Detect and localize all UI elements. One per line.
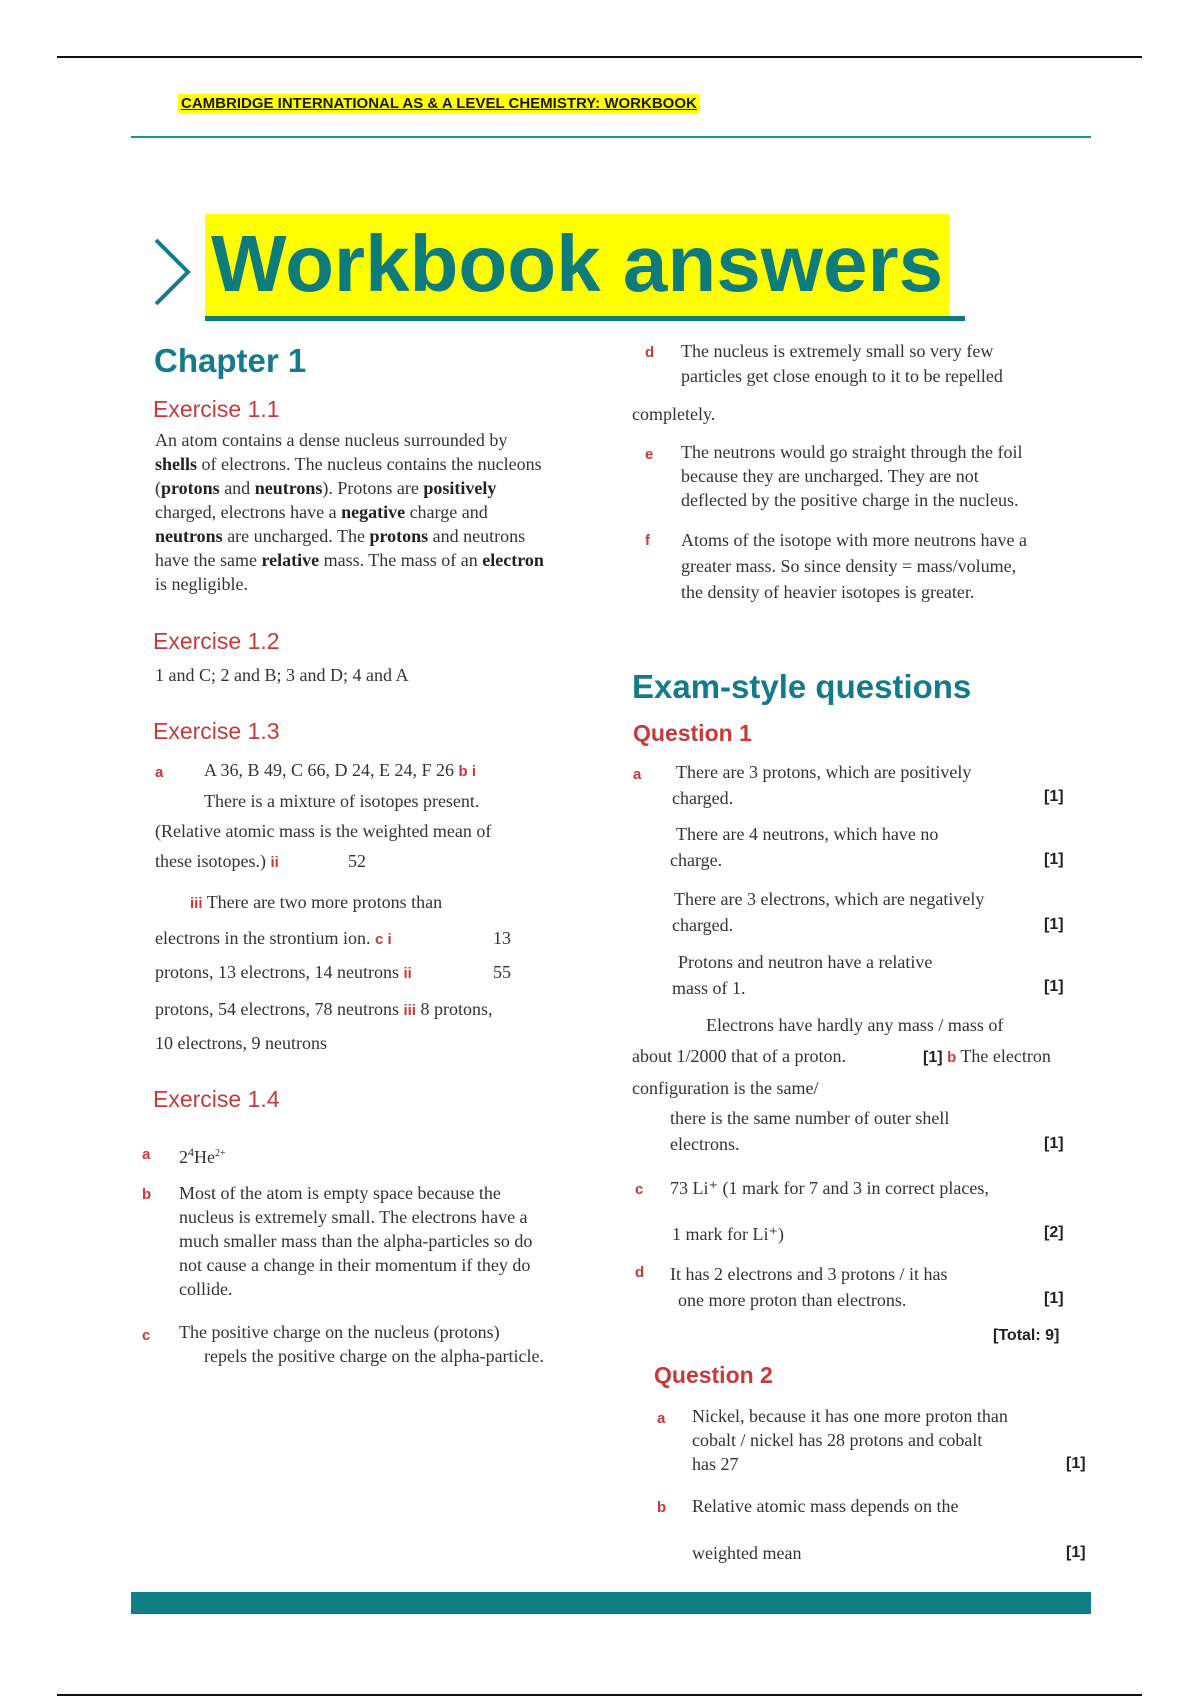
q1-line: mass of 1.: [672, 978, 746, 998]
ex13-row: electrons in the strontium ion. c i: [155, 928, 392, 948]
q1-label-c: c: [635, 1181, 644, 1198]
ex14-line: not cause a change in their momentum if they do: [179, 1255, 531, 1275]
ex13-label-a: a: [155, 764, 164, 781]
mark: [2]: [1044, 1224, 1064, 1241]
d-line: The nucleus is extremely small so very few: [681, 341, 994, 361]
d-line: particles get close enough to it to be repelled: [681, 366, 1003, 386]
title-underline: [205, 316, 965, 321]
q1-line: about 1/2000 that of a proton.: [632, 1046, 846, 1066]
mark: [1]: [1044, 788, 1064, 805]
exercise-1-2-body: 1 and C; 2 and B; 3 and D; 4 and A: [155, 665, 409, 685]
top-page-rule: [57, 56, 1142, 58]
ex13-label-f: f: [645, 532, 650, 549]
exam-style-heading: Exam-style questions: [632, 668, 972, 705]
ex14-label-a: a: [142, 1146, 151, 1163]
q1-line: There are 3 electrons, which are negatively: [674, 889, 985, 909]
ex11-line: charged, electrons have a negative charge and: [155, 502, 488, 522]
ex13-value: 55: [493, 962, 511, 982]
ex11-line: is negligible.: [155, 574, 248, 594]
mark: [1]: [1044, 1135, 1064, 1152]
bottom-page-rule: [57, 1694, 1142, 1696]
mark: [1]: [1066, 1544, 1086, 1561]
e-line: because they are uncharged. They are not: [681, 466, 979, 486]
f-line: greater mass. So since density = mass/volume,: [681, 556, 1017, 576]
q2-label-a: a: [657, 1410, 666, 1427]
ex13-label-e: e: [645, 446, 654, 463]
q1-line: [1] b The electron: [923, 1046, 1051, 1066]
question-1-heading: Question 1: [633, 720, 752, 746]
q2-line: has 27: [692, 1454, 739, 1474]
f-line: the density of heavier isotopes is greater.: [681, 582, 975, 602]
question-2-heading: Question 2: [654, 1362, 773, 1388]
q1-line: 73 Li⁺ (1 mark for 7 and 3 in correct places,: [670, 1178, 989, 1198]
mark: [1]: [1044, 916, 1064, 933]
ex14-line: Most of the atom is empty space because the: [179, 1183, 501, 1203]
ex14-label-c: c: [142, 1327, 151, 1344]
total-mark: [Total: 9]: [993, 1327, 1060, 1344]
header-rule: [131, 136, 1091, 138]
q1-line: There are 4 neutrons, which have no: [676, 824, 939, 844]
ex13-value: 13: [493, 928, 511, 948]
q1-line: charged.: [672, 788, 734, 808]
q1-line: electrons.: [670, 1134, 740, 1154]
q2-line: Nickel, because it has one more proton than: [692, 1406, 1008, 1426]
e-line: The neutrons would go straight through the foil: [681, 442, 1023, 462]
ex14-line: much smaller mass than the alpha-particles so do: [179, 1231, 533, 1251]
q1-line: charge.: [670, 850, 723, 870]
ex14-c-line: repels the positive charge on the alpha-particle.: [204, 1346, 545, 1366]
q1-line: there is the same number of outer shell: [670, 1108, 950, 1128]
exercise-1-1-body: [155, 428, 605, 596]
q1-line: It has 2 electrons and 3 protons / it has: [670, 1264, 948, 1284]
ex13-row: these isotopes.) ii: [155, 851, 279, 871]
ex14-b-body: [179, 1181, 599, 1301]
ex13-value: 52: [348, 851, 366, 871]
chevron-right-icon: [150, 236, 196, 308]
q1-line: There are 3 protons, which are positively: [676, 762, 972, 782]
d-line: completely.: [632, 404, 716, 424]
chapter-heading: Chapter 1: [154, 342, 307, 379]
page-title: Workbook answers: [205, 214, 949, 318]
q1-label-d: d: [635, 1264, 645, 1281]
q1-line: 1 mark for Li⁺): [672, 1224, 784, 1244]
f-line: Atoms of the isotope with more neutrons have a: [681, 530, 1027, 550]
ex11-line: have the same relative mass. The mass of an electron: [155, 550, 544, 570]
exercise-1-1-heading: Exercise 1.1: [153, 396, 280, 422]
e-line: deflected by the positive charge in the nucleus.: [681, 490, 1019, 510]
ex13-row: protons, 13 electrons, 14 neutrons ii: [155, 962, 412, 982]
q1-line: configuration is the same/: [632, 1078, 819, 1098]
ex13-label-d: d: [645, 344, 655, 361]
q2-line: weighted mean: [692, 1543, 802, 1563]
q2-a-body: [692, 1404, 1092, 1476]
ex13-row: 10 electrons, 9 neutrons: [155, 1033, 327, 1053]
ex11-line: neutrons are uncharged. The protons and neutrons: [155, 526, 526, 546]
ex13-row: There is a mixture of isotopes present.: [204, 791, 480, 811]
mark: [1]: [1066, 1455, 1086, 1472]
f-body: [681, 527, 1101, 605]
ex11-line: (protons and neutrons). Protons are positively: [155, 478, 497, 498]
ex13-row: iii There are two more protons than: [190, 892, 443, 912]
ex11-line: shells of electrons. The nucleus contains the nucleons: [155, 454, 542, 474]
ex14-label-b: b: [142, 1186, 152, 1203]
q2-line: cobalt / nickel has 28 protons and cobalt: [692, 1430, 983, 1450]
mark: [1]: [1044, 1290, 1064, 1307]
exercise-1-2-heading: Exercise 1.2: [153, 628, 280, 654]
ex14-c-line: The positive charge on the nucleus (protons): [179, 1322, 500, 1342]
ex14-line: nucleus is extremely small. The electrons have a: [179, 1207, 528, 1227]
footer-bar: [131, 1592, 1091, 1614]
ex13-row: protons, 54 electrons, 78 neutrons iii 8 protons,: [155, 999, 493, 1019]
ex11-line: An atom contains a dense nucleus surrounded by: [155, 430, 508, 450]
mark: [1]: [1044, 978, 1064, 995]
q1-line: Electrons have hardly any mass / mass of: [706, 1015, 1004, 1035]
q1-line: Protons and neutron have a relative: [678, 952, 933, 972]
ex13-row: A 36, B 49, C 66, D 24, E 24, F 26 b i: [204, 760, 477, 780]
helium-nucleus-formula: $2^4He^{2+}$: [179, 1145, 226, 1167]
q2-line: Relative atomic mass depends on the: [692, 1496, 959, 1516]
ex14-line: collide.: [179, 1279, 233, 1299]
running-head: CAMBRIDGE INTERNATIONAL AS & A LEVEL CHEMISTRY: WORKBOOK: [178, 94, 700, 113]
q1-label-a: a: [633, 766, 642, 783]
mark: [1]: [1044, 851, 1064, 868]
ex13-row: (Relative atomic mass is the weighted mean of: [155, 821, 492, 841]
exercise-1-3-heading: Exercise 1.3: [153, 718, 280, 744]
exercise-1-4-heading: Exercise 1.4: [153, 1086, 280, 1112]
q1-line: charged.: [672, 915, 734, 935]
e-body: [681, 440, 1101, 512]
q1-line: one more proton than electrons.: [678, 1290, 907, 1310]
q2-label-b: b: [657, 1499, 667, 1516]
